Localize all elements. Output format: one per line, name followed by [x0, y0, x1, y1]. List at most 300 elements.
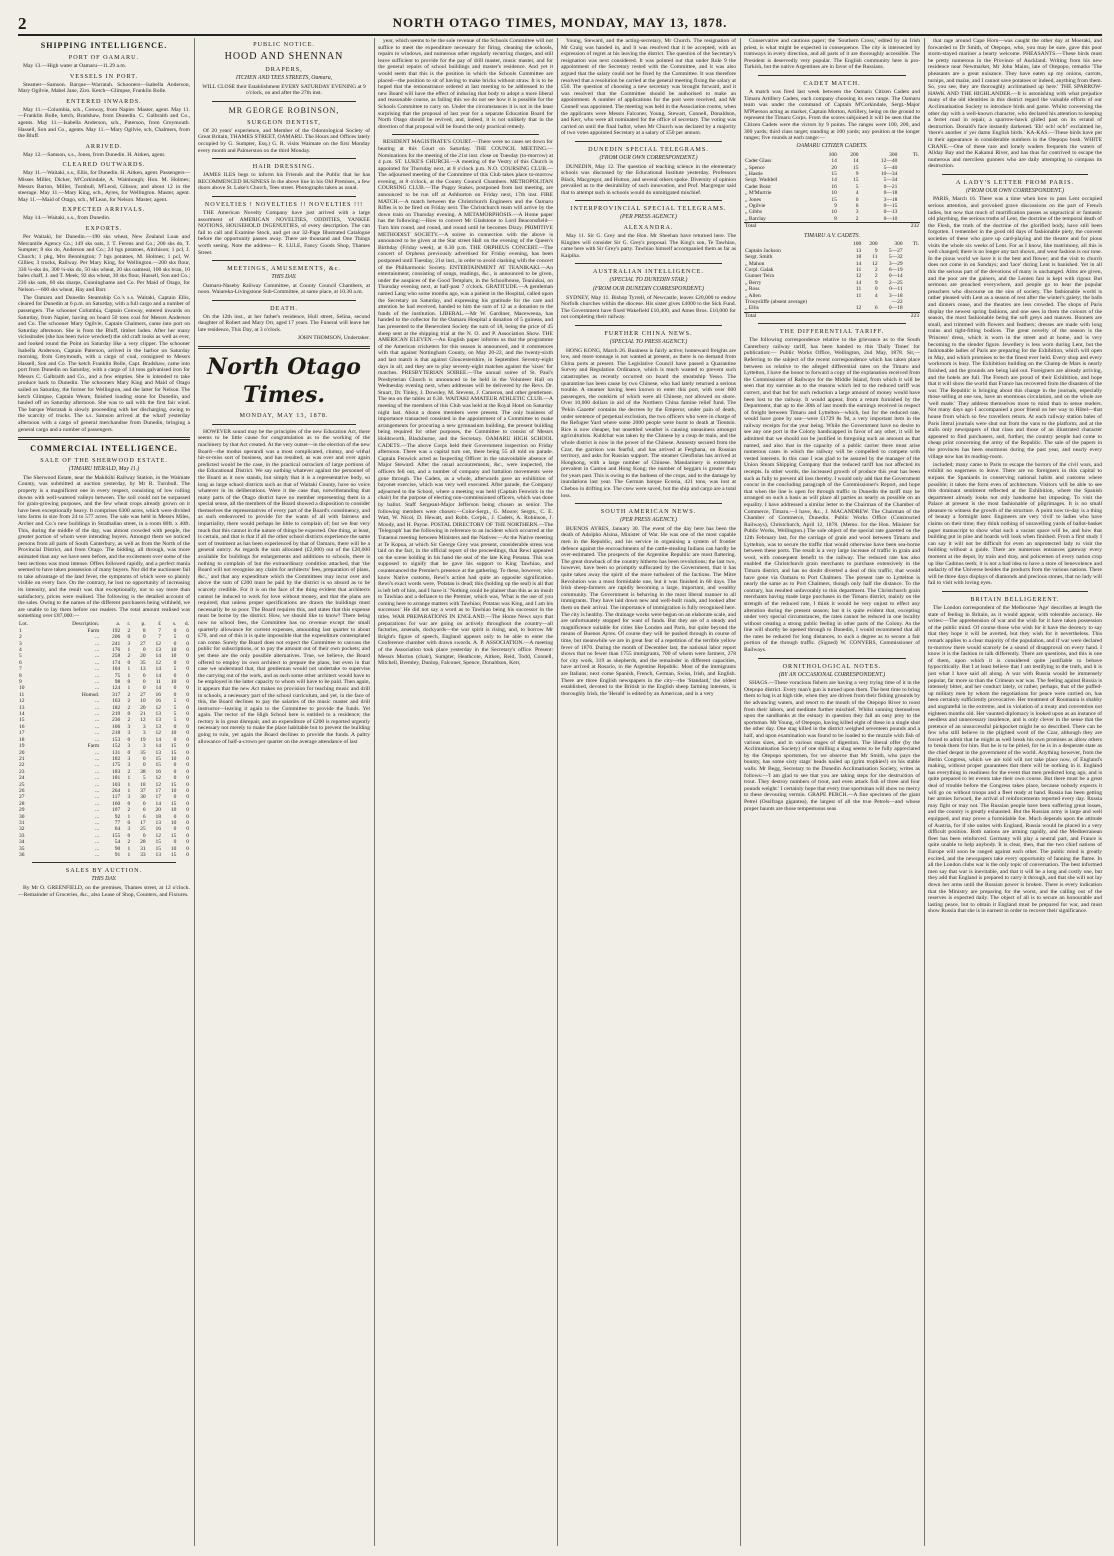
table-cell: „ Gibbs — [745, 209, 762, 216]
table-cell: 0 — [173, 813, 177, 820]
table-cell: 4 — [874, 292, 878, 299]
table-cell: 15 — [155, 839, 161, 846]
table-cell: 0 — [186, 653, 189, 660]
table-cell: 21 — [140, 711, 146, 718]
table-cell: ... — [95, 845, 100, 852]
table-cell: 15 — [170, 800, 177, 807]
table-cell: 0 — [127, 634, 131, 641]
table-cell: 0 — [186, 634, 189, 641]
australian-text: SYDNEY, May 11. Bishop Tyrrell, of Newcastle, leaves £20,000 to endow Norfolk churches within the diocese. His sister gives £4000 to the Sick Fund. The Government have fixed Wakefield £10,400, and Ames Bros. £10,000 for not completing their railway. — [561, 294, 736, 321]
table-cell: 2 — [127, 691, 131, 698]
entered-text: May 11.—Columbia, sch., Conway, from Napier. Master, agent. May 11.—Franklin Bolle, ketch, Bradshaw, from Dunedin. C. Galbraith and Co., agents. May 11.—Isabella Anderson, sch., Paterson, from Greymouth. Hassell, Son and Co., agents. May 11.—Mary Ogilvie, sch, Chalmers, from the Bluff. — [18, 106, 190, 140]
table-cell: 10 — [140, 698, 146, 705]
table-cell: ... — [95, 839, 100, 846]
table-cell: Sergt. Smith — [745, 254, 773, 261]
paris-letter-heading: A LADY'S LETTER FROM PARIS. — [955, 178, 1075, 186]
firm-trade: DRAPERS, — [265, 66, 303, 73]
table-cell: 0 — [186, 794, 189, 801]
table-cell: 22 — [19, 762, 25, 769]
table-cell: 0 — [874, 286, 878, 293]
table-cell: 5—40 — [883, 164, 898, 171]
table-cell: 3 — [127, 640, 131, 647]
table-cell: ... — [95, 800, 100, 807]
table-cell: 5 — [19, 653, 22, 660]
table-cell: 3 — [142, 743, 146, 750]
table-cell: 15 — [170, 852, 177, 858]
table-cell: „ Berry — [745, 279, 762, 286]
table-cell: 1 — [127, 787, 131, 794]
table-cell: 12 — [155, 781, 161, 788]
table-header-cell: Tl. — [912, 151, 919, 158]
table-cell: 2 — [127, 627, 131, 634]
table-cell: 75 — [114, 672, 121, 679]
dentist-title: SURGEON DENTIST, — [247, 118, 321, 126]
table-cell: 1 — [127, 647, 131, 653]
table-cell: 16 — [19, 723, 25, 730]
exports-text: Per Waitaki, for Dunedin.—190 sks wheat, New Zealand Loan and Mercantile Agency Co.; 149 sks oats, J. T. Ferens and Co.; 200 sks do, T. Sumpter; 8 sks do, Anderson and Co.; 24 bgs potatoes, Aitchison; 1 pcl, J. Church; 1 pkg, Mrs Bennington; 7 bgs potatoes, M. Holmes; 1 pcl, W. Gillies; 3 trucks, Railway. Per Mary King, for Wellington.—200 sks flour, 330 ¼-sks do, 300 ¼-sks do, 50 sks wheat, 20 sks oatmeal, 100 sks bran, 10 bales chaff, J. and T. Meek; 92 sks wheat, 30 sks flour, Hassell, Son and Co.; 230 sks oats, 60 sks sharps, Cunninghame and Co. Per Maid of Otago, for Nelson.—600 sks wheat, Hay and Barr. — [18, 233, 190, 293]
hair-text: JAMES ILES begs to inform his Friends and the Public that he has RECOMMENCED BUSINESS In the above line in his Old Premises, a few doors above St. Luke's Church, Tees street. Photographs taken as usual. — [198, 172, 370, 192]
table-cell: 14 — [155, 653, 161, 660]
death-text: On the 12th inst., at her father's residence, Hull street, Selina, second daughter of Robert and Mary Orr, aged 17 years. The Funeral will leave her late residence, This Day, at 3 o'clock. — [198, 313, 370, 334]
table-cell: 19 — [19, 743, 25, 750]
table-header-cell: 200 — [869, 241, 878, 248]
table-cell — [846, 312, 862, 319]
divider — [212, 158, 356, 159]
table-cell: 2 — [874, 266, 878, 273]
table-cell: 9 — [874, 279, 878, 286]
table-cell: „ Hastie — [745, 171, 763, 178]
tariff-text: The following correspondence relative to the grievance as to the South Canterbury railway tariff, has been handed to this 'Daily Times' for publication:— Public Works Office, Wellington, 2nd May, 1878. Sir,—Referring to the subject of the recent correspondence which has taken place between us relative to the alleged differential rates on the Timaru and Lyttelton, I have the honor to forward a copy of the explanation received from the Commissioner of Railways for the Middle Island, from which it will be seen that my surmise as to the reasons which led to the reduced tariff was correct, and that but for such reduction a large amount of money would have been lost to the railway. It would appear, from a return furnished by the Department, that up to the 30th of last month the earnings received in respect of freight between Timaru and Lyttelton—which, but for the reduced rate, would have gone by sea—were £1729 8s 9d, a very important item in the railway receipts for the year being. While the Government have no desire to see any one port in the Colony handicapped in favor of any other, it will be admitted that we should not be justified in foregoing such an amount as that named, and also that in the capacity of a public carrier there must arise numerous cases in which the railway will be compelled to compete with vested interests. In this case I was glad to be assured by the manager of the Union Steam Shipping Company that the reduced tariff has not affected its receipts. In other words, the increased growth of produce this year has been such as fully to prevent all loss thereby. I would only add that the Government concur in the concluding paragraph of the Commissioner's Report, and hope that when the line is open for through traffic to Dunedin the tariff may be arranged on such a basis as will place all parties as nearly as possible on an equality. I have addressed a similar letter to the Chairman of the Chamber of Commerce, Timaru.—I have, &c., J. MACANDREW. The Chairman of the Chamber of Commerce, Dunedin. Public Works Office (Constructed Railways), Christchurch, April 12, 1878. (Memo. for the Hon. Minister for Public Works, Wellington.) The sole object of the special rate gazetted on the 12th February last, for the carriage of grain and wool between Timaru and Lyttelton, was to secure the traffic that would otherwise have been sea-borne between these ports. The result is a very large increase of traffic in grain and wool, with consequent benefit to the railway. The reduced rate has also enabled the Christchurch grain merchants to purchase extensively in the Timaru district, and has no doubt diverted a deal of this traffic, that would have gone via Oamaru to Port Chalmers. The present rate to Lyttelton is nearly the same as to Port Chalmers, though only half the distance. To the contrary, has resulted unfavorably to this department. The Christchurch grain merchants having made large purchases in the Timaru district, mainly on the strength of the reduced rate, I think it would be very unjust to effect any alteration during the present season; but it is quite evident that, excepting under very special circumstances, the rates cannot be reduced in one locality without creating a strong public feeling in other parts of the Colony. As the line will shortly be opened through to Dunedin, I would recommend that all the rates be reduced for long distances, to such a degree as to secure a fair portion of the through traffic. (Signed) W. CONYERS, Commissioner of Railways. — [744, 337, 920, 654]
table-cell: 2—25 — [888, 279, 903, 286]
table-cell: 2 — [19, 634, 22, 641]
table-cell: 206 — [111, 634, 121, 641]
oamaru-score-table — [744, 152, 920, 230]
table-cell: 0—10 — [883, 215, 898, 222]
leader-continued: year, which seems to be the sole revenue of the Schools Committee will not suffice to meet the expenditure necessary for firing, cleaning the schools, repairs to windows, and numerous other regularly recurring charges, and still leave sufficient to provide for the pay of drill master, music master, and for the general repairs of school buildings and master's residence. And yet it would seem that this is the position in which the Schools Committee are placed—the position to sit of having to make bricks without straw. It is to be hoped that the remonstrance ordered at last meeting to be addressed to the new Board will have the effect of inducing that body to adopt a more liberal and reasonable course, as failing this we do not see how it is possible for the Schools Committee to carry on. Under the circumstances it is not in the least surprising that the proposal of last year for a separate Education Board for North Otago should be revived, and, indeed, it is not unlikely that in the direction of that proposal will be found the only practical remedy. — [378, 38, 553, 130]
table-cell: 0 — [186, 730, 189, 737]
table-cell: 181 — [111, 775, 121, 782]
novelties-heading: NOVELTIES ! NOVELTIES !! NOVELTIES !!! — [204, 200, 364, 208]
table-cell: ... — [95, 736, 100, 743]
newspaper-columns — [18, 38, 1102, 1546]
table-cell: 174 — [111, 659, 121, 666]
table-cell: 176 — [111, 647, 121, 653]
table-cell: 0—11 — [889, 286, 903, 293]
table-cell: 1 — [127, 672, 131, 679]
divider — [32, 862, 176, 863]
paris-letter-continued: included; many came to Paris to escape the horrors of the civil wars, and exhibit no eagerness to leave. There are no foreigners in this capital to surpass the Spaniards in conserving national habits and customs where possible; it takes the form even of architecture. Visitors will be able to see this dominant sentiment reflected at the Exhibition, where the Spanish department already looks not only handsome but imposing. To visit the Palace at present is the most fashionable of pilgrimages. It is no small pleasure to witness the growth of the structure. A point now to-day is a thing of beauty a fortnight later. Engineers are very 'civil' to ladies who have claims on their time; they think nothing of unravelling yards of ballot-basket paper manuscript to show what such a vacant space will be, and how that building put in pine and boards will look when finished. From a first study I can say it will not be difficult for even an unprotected lady to visit the building without a guide. There are numerous entrances gateway every moment at the depot, by train and dray, and policemen of every nation crop up like Cadmus teeth; it is not a bad idea to have a store of benevolence and audacity of the Universe besides the products from the various nations. There will be three days displays of diamonds and precious stones, that no lady will fail to visit with loving eyes. — [928, 461, 1102, 587]
table-cell: 0—18 — [888, 305, 903, 312]
entered-heading: ENTERED INWARDS. — [66, 97, 142, 105]
divider — [212, 300, 356, 301]
table-cell: 4 — [855, 190, 859, 197]
sale-text: The Sherwood Estate, near the Makikihi Railway Station, in the Waimate County, was submitted at auction yesterday, by Mr R. Turnbull. The property is a magnificent one in every respect, consisting of low rolling downs with well-watered valleys between. The soil could not be surpassed for grain-growing purposes, and the few wheat crops already grown on it have been exceptionally heavy. It comprises 6300 acres, which were divided into farms in size from 24 to 577 acres. The sale was held in Messrs Miles, Archer and Co.'s new buildings in Strathallan street, in a room 80ft. x 40ft. This, during the middle of the day, was almost crowded with people, the greater portion of whom were intending buyers. Amongst them we noticed persons from all parts of South Canterbury, as well as from the North of the Provincial District, and from Otago. The bidding, all through, was more animated than any we have seen before, and the excitement over some of the best sections was most intense. Offers followed rapidly, and a perfect mania seemed to have taken possession of many buyers. Nor did the auctioneer fail to take advantage of the land fever, the symptoms of which were so plainly visible on every face. On the contrary, he lost no opportunity of increasing its intensity, and the result was that exceptionally, not to say more than satisfactory, prices were realised. The following is the detailed account of the sales. Owing to the names of the different purchasers being withheld, we are unable to lay them before our readers. The total amount realised was something over £87,000:— — [18, 474, 190, 620]
table-cell: 18 — [140, 781, 146, 788]
table-cell: ... — [95, 775, 100, 782]
commercial-heading: COMMERCIAL INTELLIGENCE. — [30, 444, 178, 454]
table-cell: 10 — [170, 819, 177, 826]
meetings-sub: THIS DAY. — [271, 274, 297, 281]
table-cell: 0—15 — [883, 203, 898, 210]
table-cell: 13 — [155, 647, 161, 653]
table-cell: 98 — [114, 679, 121, 686]
china-heading: FURTHER CHINA NEWS. — [604, 330, 693, 337]
table-cell: 34 — [19, 839, 25, 846]
table-cell: 0 — [186, 775, 189, 782]
divider — [212, 424, 356, 425]
table-cell: 15 — [831, 196, 837, 203]
table-cell: 0 — [186, 627, 189, 634]
table-cell: 0 — [173, 672, 177, 679]
table-cell: 0 — [173, 794, 177, 801]
table-cell: 12 — [855, 305, 862, 312]
table-cell: 26 — [19, 787, 25, 794]
britain-heading: BRITAIN BELLIGERENT. — [970, 596, 1060, 603]
table-cell: 1 — [127, 813, 131, 820]
table-cell: 10 — [170, 845, 177, 852]
australian-sub: (SPECIAL TO DUNEDIN STAR.) — [609, 277, 688, 284]
table-cell: 0 — [142, 762, 146, 769]
table-cell: Gunner Teira — [745, 273, 774, 280]
table-cell: 14 — [852, 158, 859, 165]
cleared-text: May 11.—Waitaki, s.s., Ellis, for Dunedin. H. Aitken, agent. Passengers—Misses Miller, Dicker, M'Corkindale, A. Wainhough; Hon. M. Holmes; Messrs Barton, Miller, Turnbull, M'Leod, Gibson; and about 12 in the steerage. May 11.—Mary King, sch., Ayres, for Wellington. Master, agent. May 11.—Maid of Otago, sch., M'Lean, for Nelson. Master, agent. — [18, 170, 190, 203]
alexandra-heading: ALEXANDRA. — [623, 224, 674, 232]
table-cell: 12 — [140, 717, 146, 724]
table-cell: 160 — [111, 800, 121, 807]
table-cell: 10 — [170, 647, 177, 653]
table-cell: 0—18 — [883, 190, 898, 197]
paris-letter-text: PARIS, March 16. There was a time when how to pass Lent occupied serious attention, and provoked grave discussions on the part of French ladies, but now that much of mortification passes as unpractical or fantastic old plaything, the serious truths of Lent, the doctrine of the temporal death of the Flesh, the truth of the doctrine of the glorified body, have still been forgotten. I remember in the good old days of fashionable piety, the convent societies of these who gave up card-playing and the theatre and for pious visits the whole six weeks of Lent. For as I know, like matrimony, all this is well changed; there is no longer any tact shown, and wear fashion is our tone. In the pious world we have it is the best and flower; and the visit to church does not come in on Sundays; and 'lace' during Lent is banished. Yet in all this the serious part of the devotions of many is unchanged. Alms are given, and the poor are the gainers, and the Lenten fast is kept with rigour. But sermons are preached everywhere, and people go to hear the popular preachers who discourse on the sins of society. The fashionable world is rather pleased with Lent as a season of rest after the winter's gaiety; the balls and dinners cease, and the theatres are less crowded. The shops of Paris display the newest spring fashions, and one sees in them the colours of the season, the most fashionable being the soft greys and mauves. Bonnets are small, and trimmed with flowers and feathers; dresses are made with long trains and tight-fitting bodices. The great novelty of the season is the 'Princess' dress, which is worn in the street and at home, and is very becoming to the slender figure. Jewellery is less worn during Lent, but the fashionable ladies of Paris are preparing for the Exhibition, which will open in May, and which promises to be the finest ever held. Every shop and every workroom is busy. The Exhibition building on the Champ de Mars is nearly finished, and the grounds are being laid out. Foreigners are already arriving, and the hotels are full. The French are proud of their Exhibition, and hope that it will show the world that France has recovered from the disasters of the war. The Republic is bringing about this change in the journals, especially those selling at one sou, have an enormous circulation, and on the whole are 'well made.' They address themselves more to mind than to sense readers. Not many days ago I accompanied a poor friend on her way to Hôtel—that house from which so few travellers return. At each railway station bales of Paris literal journals were shut out from the vans to the platform; and at the stalls only newspapers of that class and those of an illustrated character appeared to find purchasers, and, further, the country people had come to cheap print concerning the army of the Republic. The sale of the papers in the provinces has been enormous during the past year, and nearly every village now has its reading-room. — [928, 196, 1102, 460]
table-cell: 1 — [127, 781, 131, 788]
table-cell: 92 — [114, 813, 121, 820]
table-cell: 19 — [140, 736, 146, 743]
table-cell: 20 — [831, 164, 837, 171]
table-cell: 5—32 — [888, 254, 903, 261]
table-cell: 5 — [173, 634, 177, 641]
table-cell: 30 — [19, 813, 25, 820]
table-cell: 6—19 — [888, 266, 903, 273]
table-cell: 13 — [155, 819, 161, 826]
newspaper-title: North Otago Times. — [207, 353, 361, 408]
table-cell: ... — [95, 749, 100, 756]
auction-heading: SALES BY AUCTION. — [65, 867, 143, 875]
table-cell: 183 — [111, 768, 121, 775]
table-cell: 0 — [142, 647, 146, 653]
ornithological-text: SHAGS.—These voracious fishers are having a very trying time of it in the Otepopo district. Every man's gun is turned upon them. The best time to bring them to bag is at high tide, when they are driven from their fishing grounds by the advancing waters, and resort to the mouth of the Otepopo River to roost from their labors, and meditate further mischief. Whilst sunning themselves upon the sandbanks at the estuary in question they fall an easy prey to the sportsman. Mr Young, of Otepopo, having killed eight of these in a single shot the other day. One stag killed in the district weighed seventeen pounds and a half, and upon examination was found to be loaded to the muzzle with fish of various sizes, and in various stages of digestion. The liberal offer (by the Acclimatisation Society) of one shilling a shag seems to be fully appreciated by the Otepopo sportsmen, for we observe that Mr Smith, who pays the bounty, has some sixty stags' heads nailed up (grim trophies!) on his stable walls. Mr Begg, Secretary to the Dunedin Acclimatisation Society, writes as follows:—'I am glad to see that you are taking steps for the destruction of trout. They destroy numbers of trout, and even attack fish of three and four pounds weight.' I certainly hope that every true sportsman will show no mercy to these devouring vermin. GRAPE PERCH.—A fine specimen of the giant Petrel (Ossifraga gigantea), the largest of all the true Petrels—and whose proper haunts are those tempestuous seas — [744, 680, 920, 812]
table-cell: 11 — [19, 691, 25, 698]
australian-heading: AUSTRALIAN INTELLIGENCE. — [593, 268, 704, 276]
table-cell: 0 — [142, 832, 146, 839]
table-cell: 27 — [140, 691, 146, 698]
table-cell: 5 — [173, 711, 177, 718]
table-cell: 10 — [170, 653, 177, 660]
table-cell: 0—14 — [888, 273, 903, 280]
table-cell: 11 — [155, 679, 161, 686]
table-cell: 28 — [140, 839, 146, 846]
table-cell: „ Mahon — [745, 260, 765, 267]
page-number: 2 — [18, 14, 27, 33]
novelties-text: THE American Novelty Company have just arrived with a large assortment of AMERICAN NOVELTIES, ODDITIES, YANKEE NOTIONS, HOUSEHOLD INGENUITIES, of every description. The can fail to call and Examine Stock, and get our 32-Page Illustrated Catalogue before the opportunity passes away. There are thousand and One Things worth seeing. Note the address— R. LULE, Fancy Goods Shop, Thames Street. — [198, 209, 370, 256]
table-cell: 6 — [874, 305, 878, 312]
sale-heading: SALE OF THE SHERWOOD ESTATE. — [40, 457, 168, 465]
table-cell: 0 — [127, 749, 131, 756]
table-header-cell: 200 — [850, 151, 859, 158]
leader-article: HOWEVER sound may be the principles of the new Education Act, there seems to be little cause for congratulation as to the working of the machinery by that Act created. At the very outset—in the election of the new Board—the modus operandi was a most complicated, clumsy, and withal hit-or-miss sort of business, and has resulted, as was over and over again predicted would be the case, in the practical ostracism of large portions of the Educational District. We say nothing whatever against the personnel of the Board as it now stands, but simply that it is a representative body, so long as large school districts such as that of Waitaki County, have no voice whatever in its deliberations. Were it the case that, notwithstanding that many parts of the Otago district have no member representing them in a special sense, all the members of the Board showed a disposition to consider themselves the representatives of every part of the Board's constituency, and as such endeavored to provide for the wants of all with fairness and impartiality, there would perhaps be little to complain of; but we fear very much that this cannot in the nature of things be expected. One thing, at least, is certain, and that is that if all the other school districts experience the same sort of treatment as has been experienced by that of Oamaru, there will be a general outcry. As regards the sum allocated (£2,000) out of the £20,000 available for buildings for enlargements and additions to schools, there is nothing to complain of but the extraordinary condition attached, that 'the Board will not recognise any claim for architects' fees, preparation of plans, &c.,' and that any expenditure which the Committees may incur over and above the sum of £200 must be paid by the district is so absurd as to be scarcely credible. For it is on the face of the thing evident that architects cannot be induced to work for love without money, and that the plans are required; that unless proper specifications are drawn the buildings must necessarily be so poor. The Board requires this, and states that this expense must be borne by the district. How, we should like to know? There being now no school fees, the Committee has no revenue except the small quarterly allowance for current expenses, amounting last quarter to about £70, and out of this it is quite impossible that the expenditure contemplated can come. Surely the Board does not expect the Committee to canvass the public for subscriptions, or to pay the amount out of their own pockets; and yet these are the only possible alternatives. True, we believe, the Board offered to employ its own architect to prepare the plans, but even in that case we understand that, that gentleman would not undertake to supervise the carrying out of the work, and as such some other architect would have to be employed in the latter capacity to whom will have to be paid. Then again, it appears that the new Act makes no provision for teaching music and drill in schools, a necessary part of the school curriculum, and yet, in the face of this, the Board declines to pay the salaries of the music master and drill instructor—leaving it again to the Committee to provide the funds. Yet again. The rector of the High School here is entitled to a residence; the rectory is in great disrepair, and an expenditure of £200 is reported urgently necessary not merely to make the place habitable but to prevent the building going to ruin, yet again the Board declines to provide the funds. A paltry allowance of half-a-crown per quarter on the average attendance of last — [198, 428, 370, 745]
table-cell: 14 — [831, 158, 837, 165]
table-cell: 20 — [155, 807, 161, 814]
table-cell: 124 — [111, 685, 121, 692]
arrived-text: May 12.—Samson, s.s., Jones, from Dunedin. H. Aitken, agent. — [23, 151, 166, 158]
auction-text: By Mr O. GREENFIELD, on the premises, Thames street, at 12 o'clock.—Remainder of Groceries, &c., also Lease of Shop, Counters, and Fixtures. — [18, 885, 190, 898]
china-sub: (SPECIAL TO PRESS AGENCY.) — [609, 339, 688, 345]
table-cell: 15 — [852, 164, 859, 171]
table-cell: 3 — [142, 730, 146, 737]
table-cell: ... — [95, 659, 100, 666]
table-cell: 25 — [19, 781, 25, 788]
table-cell: 35 — [140, 749, 146, 756]
table-cell: 21 — [19, 755, 25, 762]
table-cell: 54 — [114, 839, 121, 846]
table-cell: ... — [95, 787, 100, 794]
table-cell: 258 — [111, 653, 121, 660]
table-cell: 192 — [111, 627, 121, 634]
meetings-heading: MEETINGS, AMUSEMENTS, &c. — [227, 265, 341, 273]
divider — [575, 200, 722, 201]
table-cell: 5 — [173, 698, 177, 705]
expected-text: May 14.—Waitaki, s.s., from Dunedin. — [23, 215, 111, 222]
table-cell: 0 — [186, 845, 189, 852]
table-cell: 5 — [142, 775, 146, 782]
table-cell: 33 — [140, 852, 146, 858]
divider — [212, 101, 356, 102]
table-cell: 0 — [186, 666, 189, 673]
table-cell: 10 — [170, 755, 177, 762]
shipping-notes: The Oamaru and Dunedin Steamship Co.'s s.s. Waitaki, Captain Ellis, cleared for Dunedin at 6 p.m. on Saturday, with a full cargo and a number of passengers. The schooner Columbia, Captain Conway, entered inwards on Saturday, from Napier, having on board 50 tons coal for Messrs Anderson and Co. The schooner Mary Ogilvie, Captain Chalmers, came into port on Saturday afternoon. She is from the Bluff, timber laden. After her many vicissitudes (she has been twice wrecked) the old craft looks as well as ever, and looked round the Point on Saturday like a very clipper. The schooner Isabella Anderson, Captain Paterson, arrived in the harbor on Saturday morning, from Greymouth, with a cargo of coal, consigned to Messrs Hassell, Son and Co. The ketch Franklin Bolle, Capt. Bradshaw, came into port from Dunedin on Saturday, with a cargo of 14 tons galvanised iron for Messrs C. Galbraith and Co., and a few empties. She is intended to take produce back to Dunedin. The schooners Mary King and Maid of Otago sailed on Saturday, the former for Wellington, and the latter for Nelson. The ketch Glimpse, Captain Weare, finished loading stone for Dunedin, and hauled off on Saturday afternoon. She was to sail with the first fair wind. The barque Warratah is slowly proceeding with her discharging, owing to the scarcity of trucks. The s.s. Samson arrived at the wharf yesterday afternoon with a cargo of general merchandise from Dunedin, bringing a general cargo and a number of passengers. — [18, 294, 190, 433]
table-cell: 0 — [186, 800, 189, 807]
table-cell: 12 — [872, 260, 878, 267]
table-header-cell: Lot. — [19, 621, 29, 628]
table-cell: 12 — [155, 832, 161, 839]
table-cell: ... — [95, 711, 100, 718]
table-cell: 15 — [155, 755, 161, 762]
paris-letter-sub: (FROM OUR OWN CORRESPONDENT.) — [965, 187, 1065, 194]
table-cell: ... — [95, 640, 100, 647]
table-cell: 14 — [155, 685, 161, 692]
table-cell: 10 — [19, 685, 25, 692]
divider — [575, 503, 722, 504]
table-cell: 163 — [111, 698, 121, 705]
table-cell: 15 — [155, 762, 161, 769]
table-cell: 2 — [855, 215, 859, 222]
table-cell: 0 — [142, 755, 146, 762]
firm-text: WILL CLOSE their Establishment EVERY SATURDAY EVENING at 9 o'clock, on and after the 27th inst. — [202, 83, 366, 97]
table-cell: 64 — [114, 826, 121, 833]
table-header-cell: 100 — [853, 241, 862, 248]
table-cell: 264 — [111, 787, 121, 794]
running-head: NORTH OTAGO TIMES, MONDAY, MAY 13, 1878. — [392, 15, 728, 30]
table-cell: 2 — [127, 717, 131, 724]
table-cell: 2 — [127, 653, 131, 660]
table-cell: 0 — [186, 704, 189, 711]
table-cell: ... — [95, 794, 100, 801]
table-cell: 6 — [142, 813, 146, 820]
divider — [212, 196, 356, 197]
table-cell: 30 — [140, 794, 146, 801]
table-cell: 14 — [855, 260, 862, 267]
table-cell: 152 — [111, 743, 121, 750]
table-cell: 0 — [127, 819, 131, 826]
table-cell: 9 — [874, 247, 878, 254]
table-header-cell: Tl. — [912, 241, 919, 248]
table-cell: 117 — [112, 794, 121, 801]
table-cell: 3 — [142, 723, 146, 730]
table-cell: 15 — [170, 832, 177, 839]
south-america-text: BUENOS AYRES, January 30. The event of the day here has been the death of Adolpho Alsina, Minister of War. He was one of the most capable men in the Republic, and his service in organising a system of frontier defence against the encroachments of the cattle-stealing Indians can hardly be over-estimated. The prospects of the Argentine Republic are most flattering. The great drawback of the country hitherto has been revolutions; the last two, however, have been so promptly suffocated by the Government, that it has quite taken away the spirit of the more turbulent of the factions. The Mitre Revolution was a most formidable one, but it was finished in 60 days. The Irish sheep-farmers are rapidly becoming a large, important, and wealthy community. The Government is behaving in the most liberal manner to all immigrants. They have laid down new and well-built roads, and looked after them on their arrival. The importance of immigration is fully recognised here. The city is healthy. The drainage works were begun on an elaborate scale, and are unfortunately stopped for want of funds. But they are of a steady and magnificence suitable for cities like London and Paris, but quite beyond the means of Buenos Ayres. Of course they will be pushed through in course of time, but meanwhile we are in great fear of a repetition of the terrible yellow fever of 1870. During the month of December last, the national labor report shows that no fewer than 1755 immigrants, 700 of whom were farmers, 278 for city work, 319 as shepherds, and the remainder in different capacities, have arrived at Rosario, in the Argentine Republic. Most of the immigrants are Italians; next come Spanish, French, German, Swiss, Irish, and English. There are three English newspapers in the city—the 'Standard,' the oldest established, devoted to the British in the English sheep farming interests, is thoroughly Irish, the 'Herald' is edited by an American, and is a very — [561, 525, 736, 697]
table-cell: 15 — [831, 171, 837, 178]
dentist-name: MR GEORGE ROBINSON, — [228, 105, 340, 115]
vessels-text: Steamer—Samson. Barque—Warratah. Schooners—Isabella Anderson, Mary Ogilvie, Mabel Jane, Ziro. Ketch—Glimpse, Franklin Bolle. — [18, 81, 190, 95]
table-cell: ... — [95, 647, 100, 653]
sale-table — [18, 621, 190, 858]
table-cell: 0 — [173, 723, 177, 730]
death-heading: DEATH. — [270, 304, 298, 312]
table-cell: 0 — [186, 762, 189, 769]
table-cell: 0 — [142, 679, 146, 686]
table-cell: 0 — [173, 826, 177, 833]
table-cell: 13 — [19, 704, 25, 711]
table-cell: 182 — [111, 704, 121, 711]
table-cell: 0 — [173, 768, 177, 775]
notice-heading: PUBLIC NOTICE. — [253, 41, 315, 48]
divider — [758, 323, 906, 324]
table-cell: 0 — [173, 659, 177, 666]
table-cell: 0 — [186, 826, 189, 833]
table-cell: Farm — [87, 743, 100, 750]
table-cell — [816, 223, 838, 230]
table-cell: 0 — [186, 672, 189, 679]
divider — [758, 75, 906, 76]
table-cell: 0 — [142, 672, 146, 679]
australian-sub-2: (FROM OUR DUNEDIN CORRESPONDENT.) — [593, 286, 704, 293]
table-row — [18, 852, 190, 858]
timaru-score-body — [744, 248, 920, 319]
table-cell: 0 — [173, 839, 177, 846]
table-cell: 14 — [155, 736, 161, 743]
table-cell: 3 — [127, 755, 131, 762]
timaru-team-heading: TIMARU A.V. CADETS. — [804, 232, 860, 239]
table-cell: ... — [95, 762, 100, 769]
table-cell: 0 — [142, 800, 146, 807]
divider — [575, 325, 722, 326]
table-header-cell: d. — [184, 621, 189, 628]
death-signature: JOHN THOMSON, Undertaker. — [297, 335, 370, 342]
table-cell: 0 — [186, 813, 189, 820]
table-cell: 131 — [111, 749, 121, 756]
table-cell: ... — [95, 679, 100, 686]
table-cell: 91 — [114, 852, 121, 858]
table-cell: 15 — [170, 743, 177, 750]
table-cell: ... — [95, 768, 100, 775]
table-cell: 77 — [114, 819, 121, 826]
ornithological-continued: that rage around Cape Horn—was caught the other day at Moeraki, and forwarded to Dr Smith, of Otepopo, who, you may be sure, gave this poor storm-stayed mariner a hearty welcome. PHEASANTS.—These birds must be pretty numerous in the Province of Auckland. Writing from his new residence near Newmarket, Mr John Mains, late of Otepopo, remarks 'The pheasants are a great nuisance. They have eaten up my onions, carrots, turnips, and maize, and I cannot save potatoes or indeed, anything from them. So, you see, they are thoroughly acclimatised up here.' THE SPARROW-HAWK AND THE HIGHLANDER.—It is astonishing with what prejudice many of the old identities in this district regard the valuable efforts of our Acclimatisation Society to introduce birds and game. Whilst conversing the other day with a well-known character, who declared his attention to keeping a ferret road in repair, a sparrow-hawk glided past on its errand of destruction. Donald's face instantly darkened. 'Eh! och! och!' exclaimed he, 'there's another o' yer damn English birds.' KA-KAS.—These birds have put in their appearance in considerable numbers in the Otepopo bush. WHITE CRANE.—One of these rare and lonely waders frequents the waters of Allday Bay and the Kakanui River, and has thus far contrived to escape the numerous and merciless gunners who are daily attempting to compass its destruction. — [928, 38, 1102, 170]
table-cell: 24 — [19, 775, 25, 782]
table-cell: 3—18 — [883, 196, 898, 203]
table-cell: —22 — [891, 298, 903, 305]
table-cell: 103 — [111, 781, 121, 788]
table-cell: 11 — [872, 254, 878, 261]
table-cell: ... — [95, 685, 100, 692]
table-cell: ... — [95, 781, 100, 788]
table-cell: ... — [95, 807, 100, 814]
table-cell: 2 — [127, 807, 131, 814]
hair-heading: HAIR DRESSING. — [252, 163, 316, 171]
table-cell: 14 — [155, 800, 161, 807]
table-cell: 10—34 — [880, 171, 898, 178]
table-cell: „ Barclay — [745, 215, 766, 222]
table-cell: 0 — [186, 647, 189, 653]
table-cell: 27 — [140, 640, 146, 647]
table-cell: 0 — [186, 698, 189, 705]
table-cell: 9 — [19, 679, 22, 686]
column-rule — [194, 38, 195, 1546]
auction-sub: THIS DAY. — [91, 876, 117, 883]
table-cell: ... — [95, 723, 100, 730]
table-cell: 23 — [19, 768, 25, 775]
table-cell: 3—18 — [888, 292, 903, 299]
table-cell: 1 — [127, 775, 131, 782]
divider — [198, 346, 370, 349]
china-text: HONG KONG, March 26. Business is fairly active; homeward freights are low, and more tonnage is not wanted at present, as there is no demand from China ports at present. The Legislative Council have passed a Quarantine Survey and Regulation Ordinance, which is much wanted to prevent such catastrophes as recently occurred on board the steamship Yesso. The quarantine has been cause by two Chinese, who had lately returned a serious trouble. A steamer having been known to enter this port, with over 600 passengers, the outskirts of which were all Chinese, not allowed on shore. Over 10,000 dollars in aid of the Northern China famine relief fund. The 'Pekin Gazette' contains the decrees by the Emperor, under pain of death, under sentence of perpetual exclusion, the two officers who were in charge of the Refugee Yard where some 2000 people were burnt to death at Tientsin. Rice is now cheaper, but unsettled weather is causing uneasiness amongst agriculturists. Kuldchar was taken by the Chinese by a coup de main, and the whole district is now in the power of the Chinese. Amnesty secured from the Czar, the garrison was fearful, and has arrived at Ferghana, on Russian territory, and asks for Russian support. The steamer Glenfinlas has arrived at Hongkong, with a large number of Chinese. Mandarinery is extremely prevalent in Canton and Hong Kong; the number of beggars is greater than for years past. This is owing to the badness of the crops, and to the damage by inundations last year. The German barque Econia, 421 tons, was lost at Cheboo in drifting ice. The crew were saved, but the ship and cargo are a total loss. — [561, 347, 736, 499]
table-cell: 37 — [140, 787, 146, 794]
column-3 — [378, 38, 553, 1546]
cleared-heading: CLEARED OUTWARDS. — [62, 161, 146, 169]
table-cell: 9 — [855, 171, 859, 178]
divider — [758, 658, 906, 659]
table-cell: 0 — [173, 775, 177, 782]
table-cell: 8 — [834, 215, 837, 222]
table-cell: 14 — [155, 666, 161, 673]
table-cell: 18 — [855, 254, 862, 261]
interprovincial-sub: (PER PRESS AGENCY.) — [620, 214, 677, 221]
table-cell: 7 — [158, 634, 161, 641]
table-cell: 3 — [127, 826, 131, 833]
exports-heading: EXPORTS. — [85, 224, 123, 232]
table-cell: 0 — [173, 736, 177, 743]
table-cell: 0 — [186, 685, 189, 692]
table-cell: 0 — [186, 852, 189, 858]
table-cell: 12 — [155, 659, 161, 666]
table-cell: 1 — [127, 666, 131, 673]
table-cell: 2 — [127, 839, 131, 846]
table-cell: 28 — [19, 800, 25, 807]
table-cell: 1 — [127, 845, 131, 852]
table-cell: 0 — [186, 743, 189, 750]
table-cell: 35 — [19, 845, 25, 852]
column-rule — [374, 38, 375, 1546]
table-cell: 0 — [186, 832, 189, 839]
table-cell: 12 — [155, 704, 161, 711]
table-cell: 0 — [186, 717, 189, 724]
cadet-text: A match was fired last week between the Oamaru Citizen Cadets and Timaru Artillery Cadets, each company choosing its own range. The Oamaru team was under the command of Captain M'Corkindale, Sergt.-Major M'Pherson acting as marker, Captain Morton, Artillery, being on the ground to represent the Timaru Corps. From the scores subjoined it will be seen that the Citizen Cadets were the victors by 9 points. The ranges were 100, 200, and 300 yards; third class target; standing at 100 yards; any position at the longer ranges; five rounds at each range:— — [744, 88, 920, 142]
table-cell: 3 — [127, 723, 131, 730]
table-cell: 16 — [155, 768, 161, 775]
table-cell: Corpl. Galak — [745, 266, 774, 273]
table-cell: 14 — [19, 711, 25, 718]
table-cell: 182 — [111, 755, 121, 762]
table-cell: 0 — [186, 819, 189, 826]
table-cell: 0 — [186, 749, 189, 756]
table-cell: 241 — [111, 640, 121, 647]
